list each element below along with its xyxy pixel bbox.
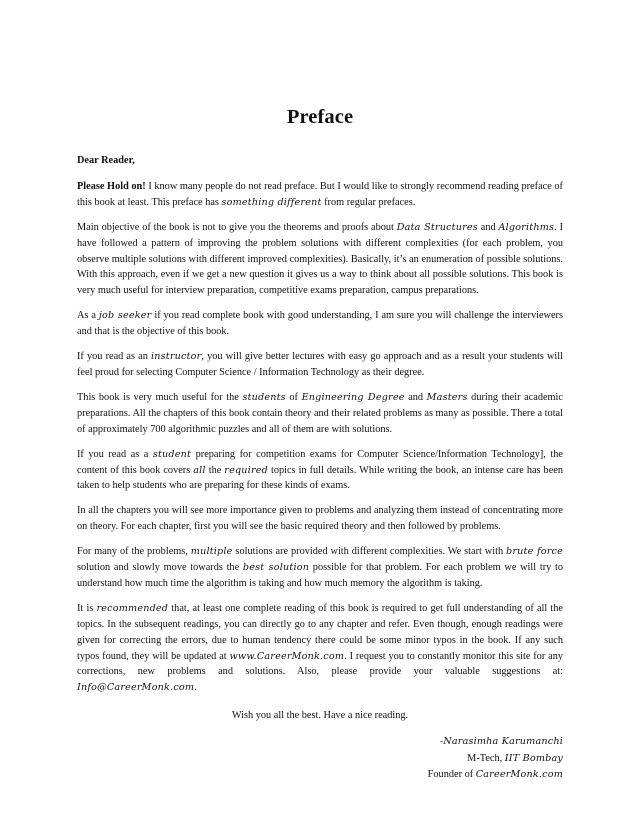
emphasis: multiple xyxy=(190,546,233,558)
text: solutions are provided with different complexities. We start with xyxy=(232,546,507,558)
text: topics in full details. While writing the book, an intense care has been taken to help students who are preparing for these kinds of exams. xyxy=(77,464,563,492)
text: and xyxy=(477,221,499,233)
text: , you will give better lectures with easy go approach and as a result your students will feel proud for selecting Computer Science / Information Technology as their degree. xyxy=(77,351,563,378)
closing-line: Wish you all the best. Have a nice reading. xyxy=(231,710,409,722)
emphasis: brute force xyxy=(506,546,563,558)
text: during their academic preparations. All the chapters of this book contain theory and their related problems as many as possible. There a total of approximately 700 algorithmic puzzles and all of them are with solutions. xyxy=(77,391,563,435)
lead-phrase: Please Hold on! xyxy=(77,180,146,192)
email-address: Info@CareerMonk.com xyxy=(77,682,195,694)
text: As a xyxy=(77,310,99,322)
text: possible for that problem. For each problem we will try to understand how much time the algorithm is taking and how much memory the algorithm is taking. xyxy=(77,562,564,589)
text: from regular prefaces. xyxy=(321,196,416,208)
author-founder xyxy=(77,767,563,784)
emphasis: something different xyxy=(221,196,322,208)
text: This book is very much useful for the xyxy=(77,391,243,403)
text: . xyxy=(194,682,197,694)
text: the xyxy=(205,464,225,476)
text: solution and slowly move towards the xyxy=(77,562,243,574)
text: If you read as an xyxy=(77,351,152,363)
salutation: Dear Reader, xyxy=(77,155,135,166)
paragraph-1 xyxy=(77,179,563,211)
emphasis: all xyxy=(193,464,206,476)
emphasis: Engineering Degree xyxy=(301,391,405,403)
emphasis: CareerMonk.com xyxy=(475,769,563,781)
text: Main objective of the book is not to give you the theorems and proofs about xyxy=(77,221,397,233)
text: M-Tech, xyxy=(467,752,505,764)
emphasis: best solution xyxy=(242,562,310,574)
text: . I have followed a pattern of improving the problem solutions with different complexities (for each problem, you observe multiple solutions with different improved complexities). Basically, it’s an enumeration of possible solutions. With this approach, even if we get a new question it gives us a way to think about all possible solutions. This book is very much useful for interview preparation, competitive exams preparation, campus preparations. xyxy=(77,221,564,297)
author-name xyxy=(77,734,563,751)
paragraph-8 xyxy=(77,544,563,592)
page-title: Preface xyxy=(286,106,354,128)
paragraph-4 xyxy=(77,349,563,381)
text: that, at least one complete reading of this book is required to get full understanding of all the topics. In the subsequent readings, you can directly go to any chapter and refer. Even though, enough readings were given for correcting the errors, due to human tendency there could be some minor typos in the book. If any such typos found, they will be updated at xyxy=(77,602,563,662)
paragraph-6 xyxy=(77,447,563,495)
text: I know many people do not read preface. But I would like to strongly recommend reading preface of this book at least. This preface has xyxy=(77,180,563,208)
text: If you read as a xyxy=(77,448,153,460)
emphasis: instructor xyxy=(151,351,202,363)
emphasis: Algorithms xyxy=(498,221,555,233)
text: and xyxy=(404,391,427,403)
preface-page xyxy=(77,0,563,826)
emphasis: Masters xyxy=(426,391,468,403)
emphasis: IIT Bombay xyxy=(504,752,563,764)
text: For many of the problems, xyxy=(77,546,191,558)
text: if you read complete book with good understanding, I am sure you will challenge the interviewers and that is the objective of this book. xyxy=(77,310,563,338)
text: . I request you to constantly monitor this site for any corrections, new problems and solutions. Also, please provide your valuable suggestions at: xyxy=(77,650,563,678)
website-link: www.CareerMonk.com xyxy=(229,650,345,662)
text: Founder of xyxy=(427,769,476,781)
emphasis: recommended xyxy=(96,602,169,614)
emphasis: job seeker xyxy=(98,310,152,322)
emphasis: required xyxy=(224,464,268,476)
emphasis: Data Structures xyxy=(396,221,478,233)
author-degree xyxy=(77,751,563,768)
paragraph-5 xyxy=(77,390,563,438)
paragraph-2 xyxy=(77,220,563,300)
preface-body xyxy=(77,153,563,784)
paragraph-9 xyxy=(77,601,563,696)
paragraph-3 xyxy=(77,308,563,340)
emphasis: students xyxy=(242,391,286,403)
text: It is xyxy=(77,602,97,614)
author-name-text: -Narasimha Karumanchi xyxy=(439,736,563,748)
text: of xyxy=(285,391,302,403)
emphasis: student xyxy=(152,448,192,460)
paragraph-7: In all the chapters you will see more importance given to problems and analyzing them instead of concentrating more on theory. For each chapter, first you will see the basic required theory and then followed by problems. xyxy=(77,505,563,533)
text: preparing for competition exams for Computer Science/Information Technology], the content of this book covers xyxy=(77,448,563,476)
